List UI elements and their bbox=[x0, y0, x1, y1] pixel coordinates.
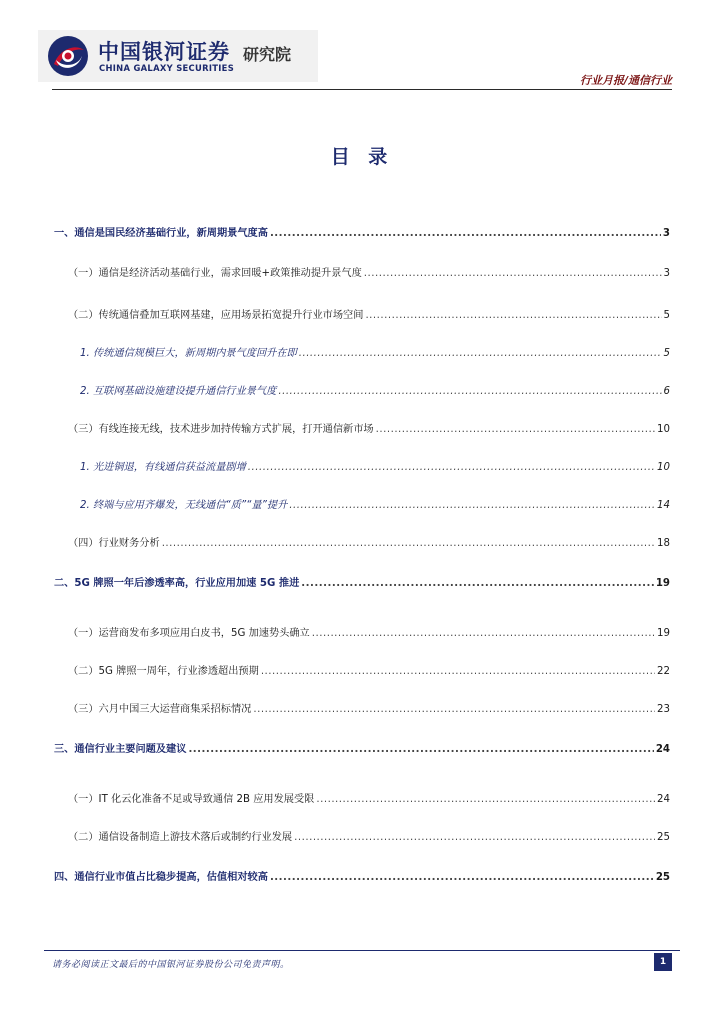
toc-entry-page: 5 bbox=[663, 348, 670, 359]
toc-entry-page: 5 bbox=[663, 310, 670, 321]
toc-entry-title: 一、通信是国民经济基础行业，新周期景气度高 bbox=[54, 228, 268, 239]
toc-entry-title: 二、5G 牌照一年后渗透率高，行业应用加速 5G 推进 bbox=[54, 578, 300, 589]
toc-entry-title: （三）有线连接无线，技术进步加持传输方式扩展，打开通信新市场 bbox=[68, 424, 374, 435]
toc-entry-title: 1. 传统通信规模巨大，新周期内景气度回升在即 bbox=[80, 348, 297, 359]
toc-entry-page: 25 bbox=[655, 872, 670, 883]
toc-leader-dots bbox=[270, 872, 654, 883]
toc-entry-page: 25 bbox=[657, 832, 670, 843]
toc-leader-dots bbox=[253, 704, 655, 715]
toc-entry-page: 19 bbox=[655, 578, 670, 589]
toc-entry-title: （一）IT 化云化准备不足或导致通信 2B 应用发展受限 bbox=[68, 794, 315, 805]
toc-entry-page: 24 bbox=[657, 794, 670, 805]
toc-entry-page: 24 bbox=[655, 744, 670, 755]
footer-disclaimer: 请务必阅读正文最后的中国银河证券股份公司免责声明。 bbox=[52, 960, 290, 970]
toc-entry[interactable] bbox=[54, 574, 670, 589]
toc-leader-dots bbox=[299, 348, 662, 359]
toc-entry-title: 三、通信行业主要问题及建议 bbox=[54, 744, 187, 755]
toc-entry-title: （一）通信是经济活动基础行业，需求回暖+政策推动提升景气度 bbox=[68, 268, 362, 279]
toc-entry-title: （二）5G 牌照一周年，行业渗透超出预期 bbox=[68, 666, 259, 677]
toc-leader-dots bbox=[301, 578, 654, 589]
toc-entry[interactable] bbox=[80, 458, 670, 473]
toc-leader-dots bbox=[316, 794, 655, 805]
toc-entry[interactable] bbox=[68, 534, 670, 549]
toc-entry-page: 22 bbox=[657, 666, 670, 677]
toc-entry-page: 10 bbox=[657, 462, 670, 473]
galaxy-logo-icon bbox=[46, 34, 90, 78]
toc-entry[interactable] bbox=[68, 264, 670, 279]
brand-name-en: CHINA GALAXY SECURITIES bbox=[99, 63, 235, 73]
toc-entry[interactable] bbox=[80, 344, 670, 359]
toc-entry-title: （二）通信设备制造上游技术落后或制约行业发展 bbox=[68, 832, 293, 843]
institute-label: 研究院 bbox=[243, 45, 292, 64]
toc-entry-title: （一）运营商发布多项应用白皮书，5G 加速势头确立 bbox=[68, 628, 310, 639]
toc-entry[interactable] bbox=[68, 306, 670, 321]
report-type: 行业月报/通信行业 bbox=[579, 74, 672, 87]
toc-entry[interactable] bbox=[80, 496, 670, 511]
toc-leader-dots bbox=[364, 268, 662, 279]
toc-entry[interactable] bbox=[68, 790, 670, 805]
toc-entry[interactable] bbox=[68, 700, 670, 715]
toc-entry-title: 1. 光进铜退，有线通信获益流量剧增 bbox=[80, 462, 246, 473]
toc-entry[interactable] bbox=[68, 624, 670, 639]
toc-entry[interactable] bbox=[54, 740, 670, 755]
toc-entry-page: 14 bbox=[657, 500, 670, 511]
toc-entry[interactable] bbox=[68, 662, 670, 677]
toc-entry[interactable] bbox=[80, 382, 670, 397]
toc-entry-title: （二）传统通信叠加互联网基建，应用场景拓宽提升行业市场空间 bbox=[68, 310, 364, 321]
toc-entry-title: 2. 终端与应用齐爆发，无线通信“质”“量”提升 bbox=[80, 500, 288, 511]
toc-entry-title: 2. 互联网基础设施建设提升通信行业景气度 bbox=[80, 386, 277, 397]
toc-leader-dots bbox=[294, 832, 655, 843]
toc-leader-dots bbox=[270, 228, 661, 239]
brand-name-cn: 中国银河证券 bbox=[98, 40, 230, 64]
toc-entry-page: 6 bbox=[663, 386, 670, 397]
toc-leader-dots bbox=[376, 424, 655, 435]
toc-entry[interactable] bbox=[54, 868, 670, 883]
toc-entry[interactable] bbox=[68, 420, 670, 435]
toc-leader-dots bbox=[289, 500, 655, 511]
toc-leader-dots bbox=[248, 462, 655, 473]
toc-entry[interactable] bbox=[68, 828, 670, 843]
toc-entry-page: 18 bbox=[657, 538, 670, 549]
page-number: 1 bbox=[654, 953, 672, 971]
toc-leader-dots bbox=[365, 310, 661, 321]
brand-logo bbox=[38, 30, 318, 82]
toc-leader-dots bbox=[162, 538, 655, 549]
toc-leader-dots bbox=[188, 744, 653, 755]
toc-leader-dots bbox=[312, 628, 655, 639]
header-divider bbox=[52, 89, 672, 90]
toc-entry-page: 23 bbox=[657, 704, 670, 715]
toc-entry-page: 10 bbox=[657, 424, 670, 435]
toc-entry-title: （三）六月中国三大运营商集采招标情况 bbox=[68, 704, 252, 715]
toc-title: 目 录 bbox=[330, 146, 394, 168]
toc-entry-page: 19 bbox=[657, 628, 670, 639]
toc-entry-title: （四）行业财务分析 bbox=[68, 538, 160, 549]
footer-divider bbox=[44, 950, 680, 951]
toc-entry-page: 3 bbox=[663, 268, 670, 279]
toc-leader-dots bbox=[261, 666, 655, 677]
toc-entry-title: 四、通信行业市值占比稳步提高，估值相对较高 bbox=[54, 872, 268, 883]
page-header bbox=[0, 0, 724, 92]
toc-entry[interactable] bbox=[54, 224, 670, 239]
toc-entry-page: 3 bbox=[662, 228, 670, 239]
toc-leader-dots bbox=[278, 386, 661, 397]
